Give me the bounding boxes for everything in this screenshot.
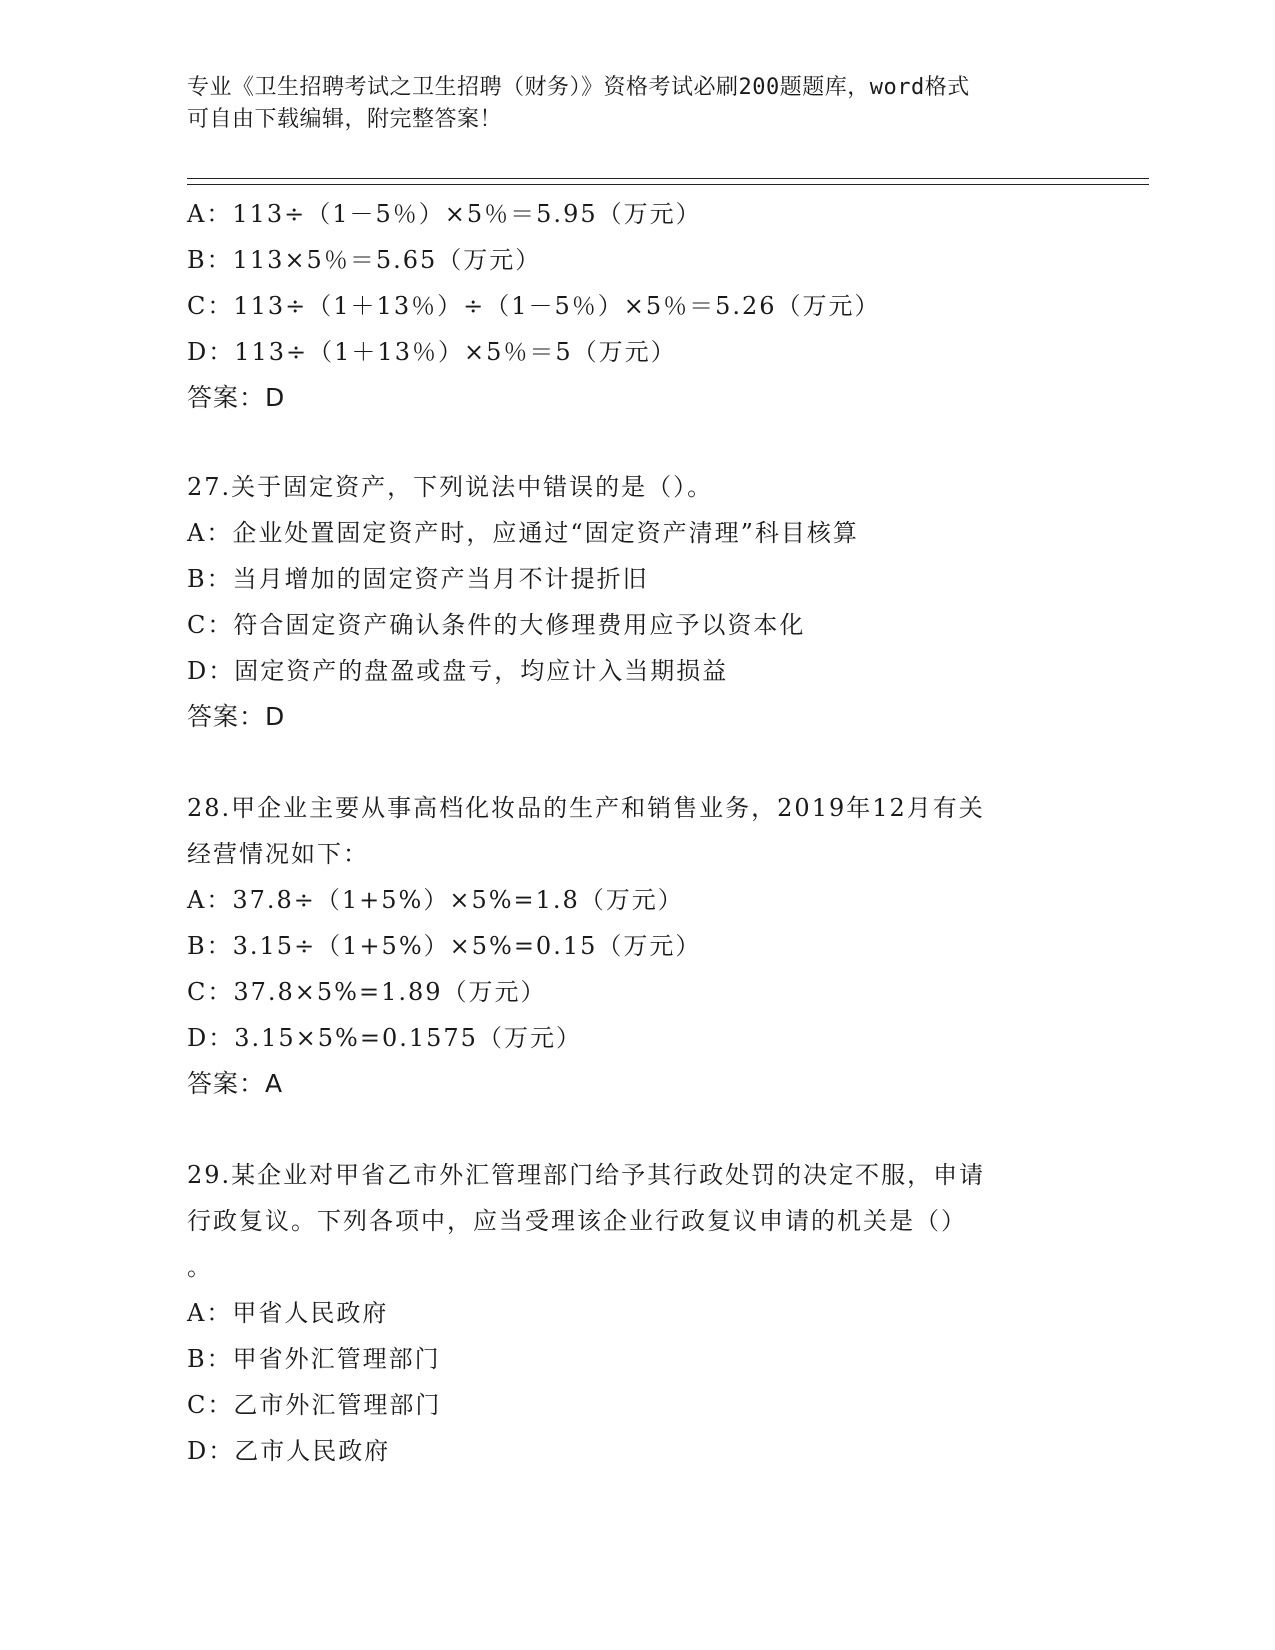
header-line-1: 专业《卫生招聘考试之卫生招聘（财务）》资格考试必刷200题题库，word格式 [187,75,970,100]
header-divider-top [187,178,1149,179]
option-c: C：113÷（1＋13％）÷（1－5％）×5％＝5.26（万元） [187,292,881,320]
question-28-block [187,785,1087,1107]
question-stem-line-2: 经营情况如下： [187,840,369,868]
question-29-block [187,1152,1087,1474]
option-a: A：企业处置固定资产时，应通过“固定资产清理”科目核算 [187,519,859,547]
header-divider-bottom [187,184,1149,185]
question-stem-line-3: 。 [187,1253,213,1281]
option-d: D：乙市人民政府 [187,1437,391,1465]
option-d: D：固定资产的盘盈或盘亏，均应计入当期损益 [187,657,729,685]
option-a: A：113÷（1－5％）×5％＝5.95（万元） [187,200,702,228]
question-stem-line-1: 28.甲企业主要从事高档化妆品的生产和销售业务，2019年12月有关 [187,794,985,822]
option-c: C：乙市外汇管理部门 [187,1391,442,1419]
document-body [187,191,1087,1474]
option-b: B：113×5％＝5.65（万元） [187,246,542,274]
option-d: D：113÷（1＋13％）×5％＝5（万元） [187,338,677,366]
question-27-block [187,464,1087,740]
question-stem-line-1: 29.某企业对甲省乙市外汇管理部门给予其行政处罚的决定不服，申请 [187,1161,986,1189]
option-a: A：37.8÷（1+5%）×5%=1.8（万元） [187,886,684,914]
option-a: A：甲省人民政府 [187,1299,389,1327]
document-header [187,72,1087,136]
option-b: B：3.15÷（1+5%）×5%=0.15（万元） [187,932,702,960]
answer-line: 答案：D [187,702,286,731]
question-26-block [187,191,1087,421]
option-b: B：甲省外汇管理部门 [187,1345,441,1373]
option-d: D：3.15×5%=0.1575（万元） [187,1024,582,1052]
answer-line: 答案：D [187,383,286,412]
answer-line: 答案：A [187,1069,284,1098]
option-b: B：当月增加的固定资产当月不计提折旧 [187,565,649,593]
header-line-2: 可自由下载编辑，附完整答案！ [187,107,503,132]
question-stem-line-2: 行政复议。下列各项中，应当受理该企业行政复议申请的机关是（） [187,1207,967,1235]
option-c: C：符合固定资产确认条件的大修理费用应予以资本化 [187,611,806,639]
question-stem: 27.关于固定资产，下列说法中错误的是（）。 [187,473,714,501]
option-c: C：37.8×5%=1.89（万元） [187,978,547,1006]
